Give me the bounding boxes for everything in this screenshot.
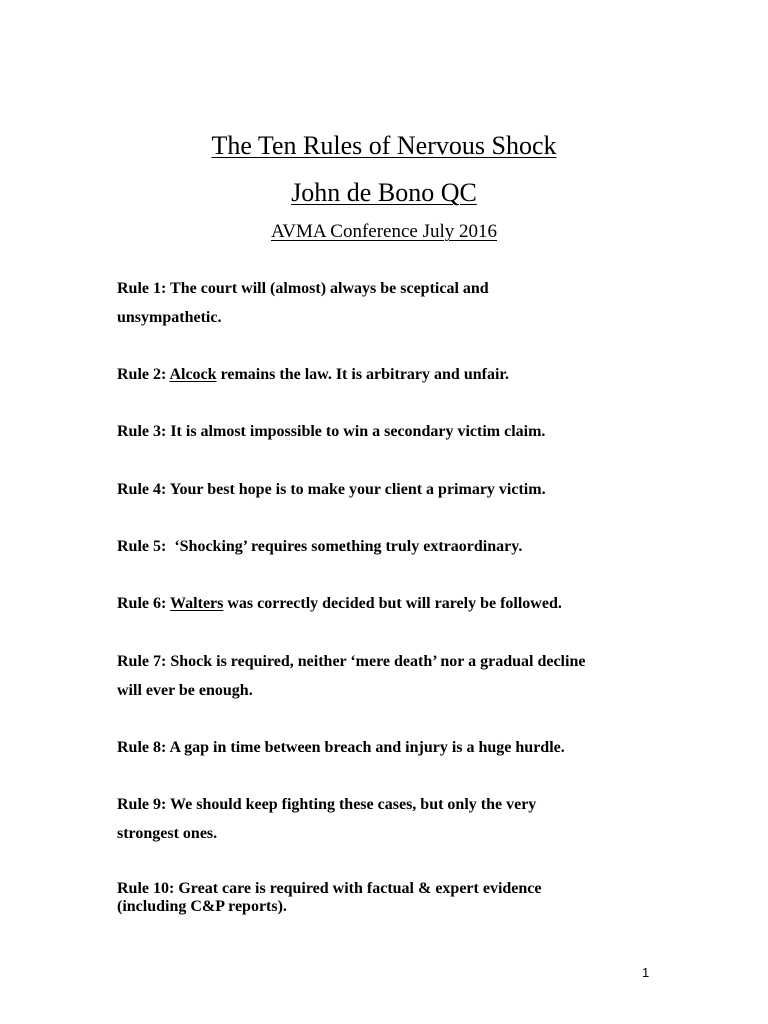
rule-label: Rule 7: [117, 653, 167, 670]
rule-label: Rule 8: [117, 739, 167, 756]
rule-label: Rule 1: [117, 280, 167, 297]
rule-text: Shock is required, neither ‘mere death’ nor a gradual decline [170, 653, 586, 670]
rule-text: We should keep fighting these cases, but only the very [170, 796, 537, 813]
rule-label: Rule 6: [117, 595, 167, 612]
rule-label: Rule 5: [117, 538, 167, 555]
document-event: AVMA Conference July 2016 [270, 221, 498, 242]
rule-text: A gap in time between breach and injury is a huge hurdle. [169, 739, 565, 756]
rule-text: Your best hope is to make your client a primary victim. [169, 481, 546, 498]
rule-4 [117, 475, 657, 504]
page-number: 1 [642, 965, 650, 980]
document-author: John de Bono QC [291, 178, 477, 207]
document-title: The Ten Rules of Nervous Shock [211, 131, 557, 160]
rule-text: remains the law. It is arbitrary and unfair. [220, 366, 510, 383]
rule-7 [117, 647, 657, 705]
rule-text: was correctly decided but will rarely be followed. [227, 595, 562, 612]
rule-6 [117, 589, 657, 618]
rule-label: Rule 10: [117, 880, 175, 897]
rule-9 [117, 790, 657, 848]
case-name-alcock: Alcock [169, 366, 217, 383]
rule-text: It is almost impossible to win a secondary victim claim. [170, 423, 546, 440]
rule-text: The court will (almost) always be sceptical and [170, 280, 489, 297]
rule-label: Rule 2: [117, 366, 167, 383]
rule-5 [117, 532, 657, 561]
rule-text: Great care is required with factual & expert evidence [178, 880, 542, 897]
rule-1 [117, 274, 657, 332]
rule-text-continued: unsympathetic. [117, 309, 222, 326]
rule-text-continued: (including C&P reports). [117, 898, 287, 915]
rule-3 [117, 417, 657, 446]
rule-text: ‘Shocking’ requires something truly extraordinary. [174, 538, 523, 555]
rule-8 [117, 733, 657, 762]
rule-label: Rule 9: [117, 796, 167, 813]
rule-text-continued: strongest ones. [117, 825, 218, 842]
rule-2 [117, 360, 657, 389]
rule-text-continued: will ever be enough. [117, 682, 253, 699]
case-name-walters: Walters [170, 595, 224, 612]
rule-label: Rule 3: [117, 423, 167, 440]
rule-10 [117, 880, 657, 916]
rule-label: Rule 4: [117, 481, 167, 498]
